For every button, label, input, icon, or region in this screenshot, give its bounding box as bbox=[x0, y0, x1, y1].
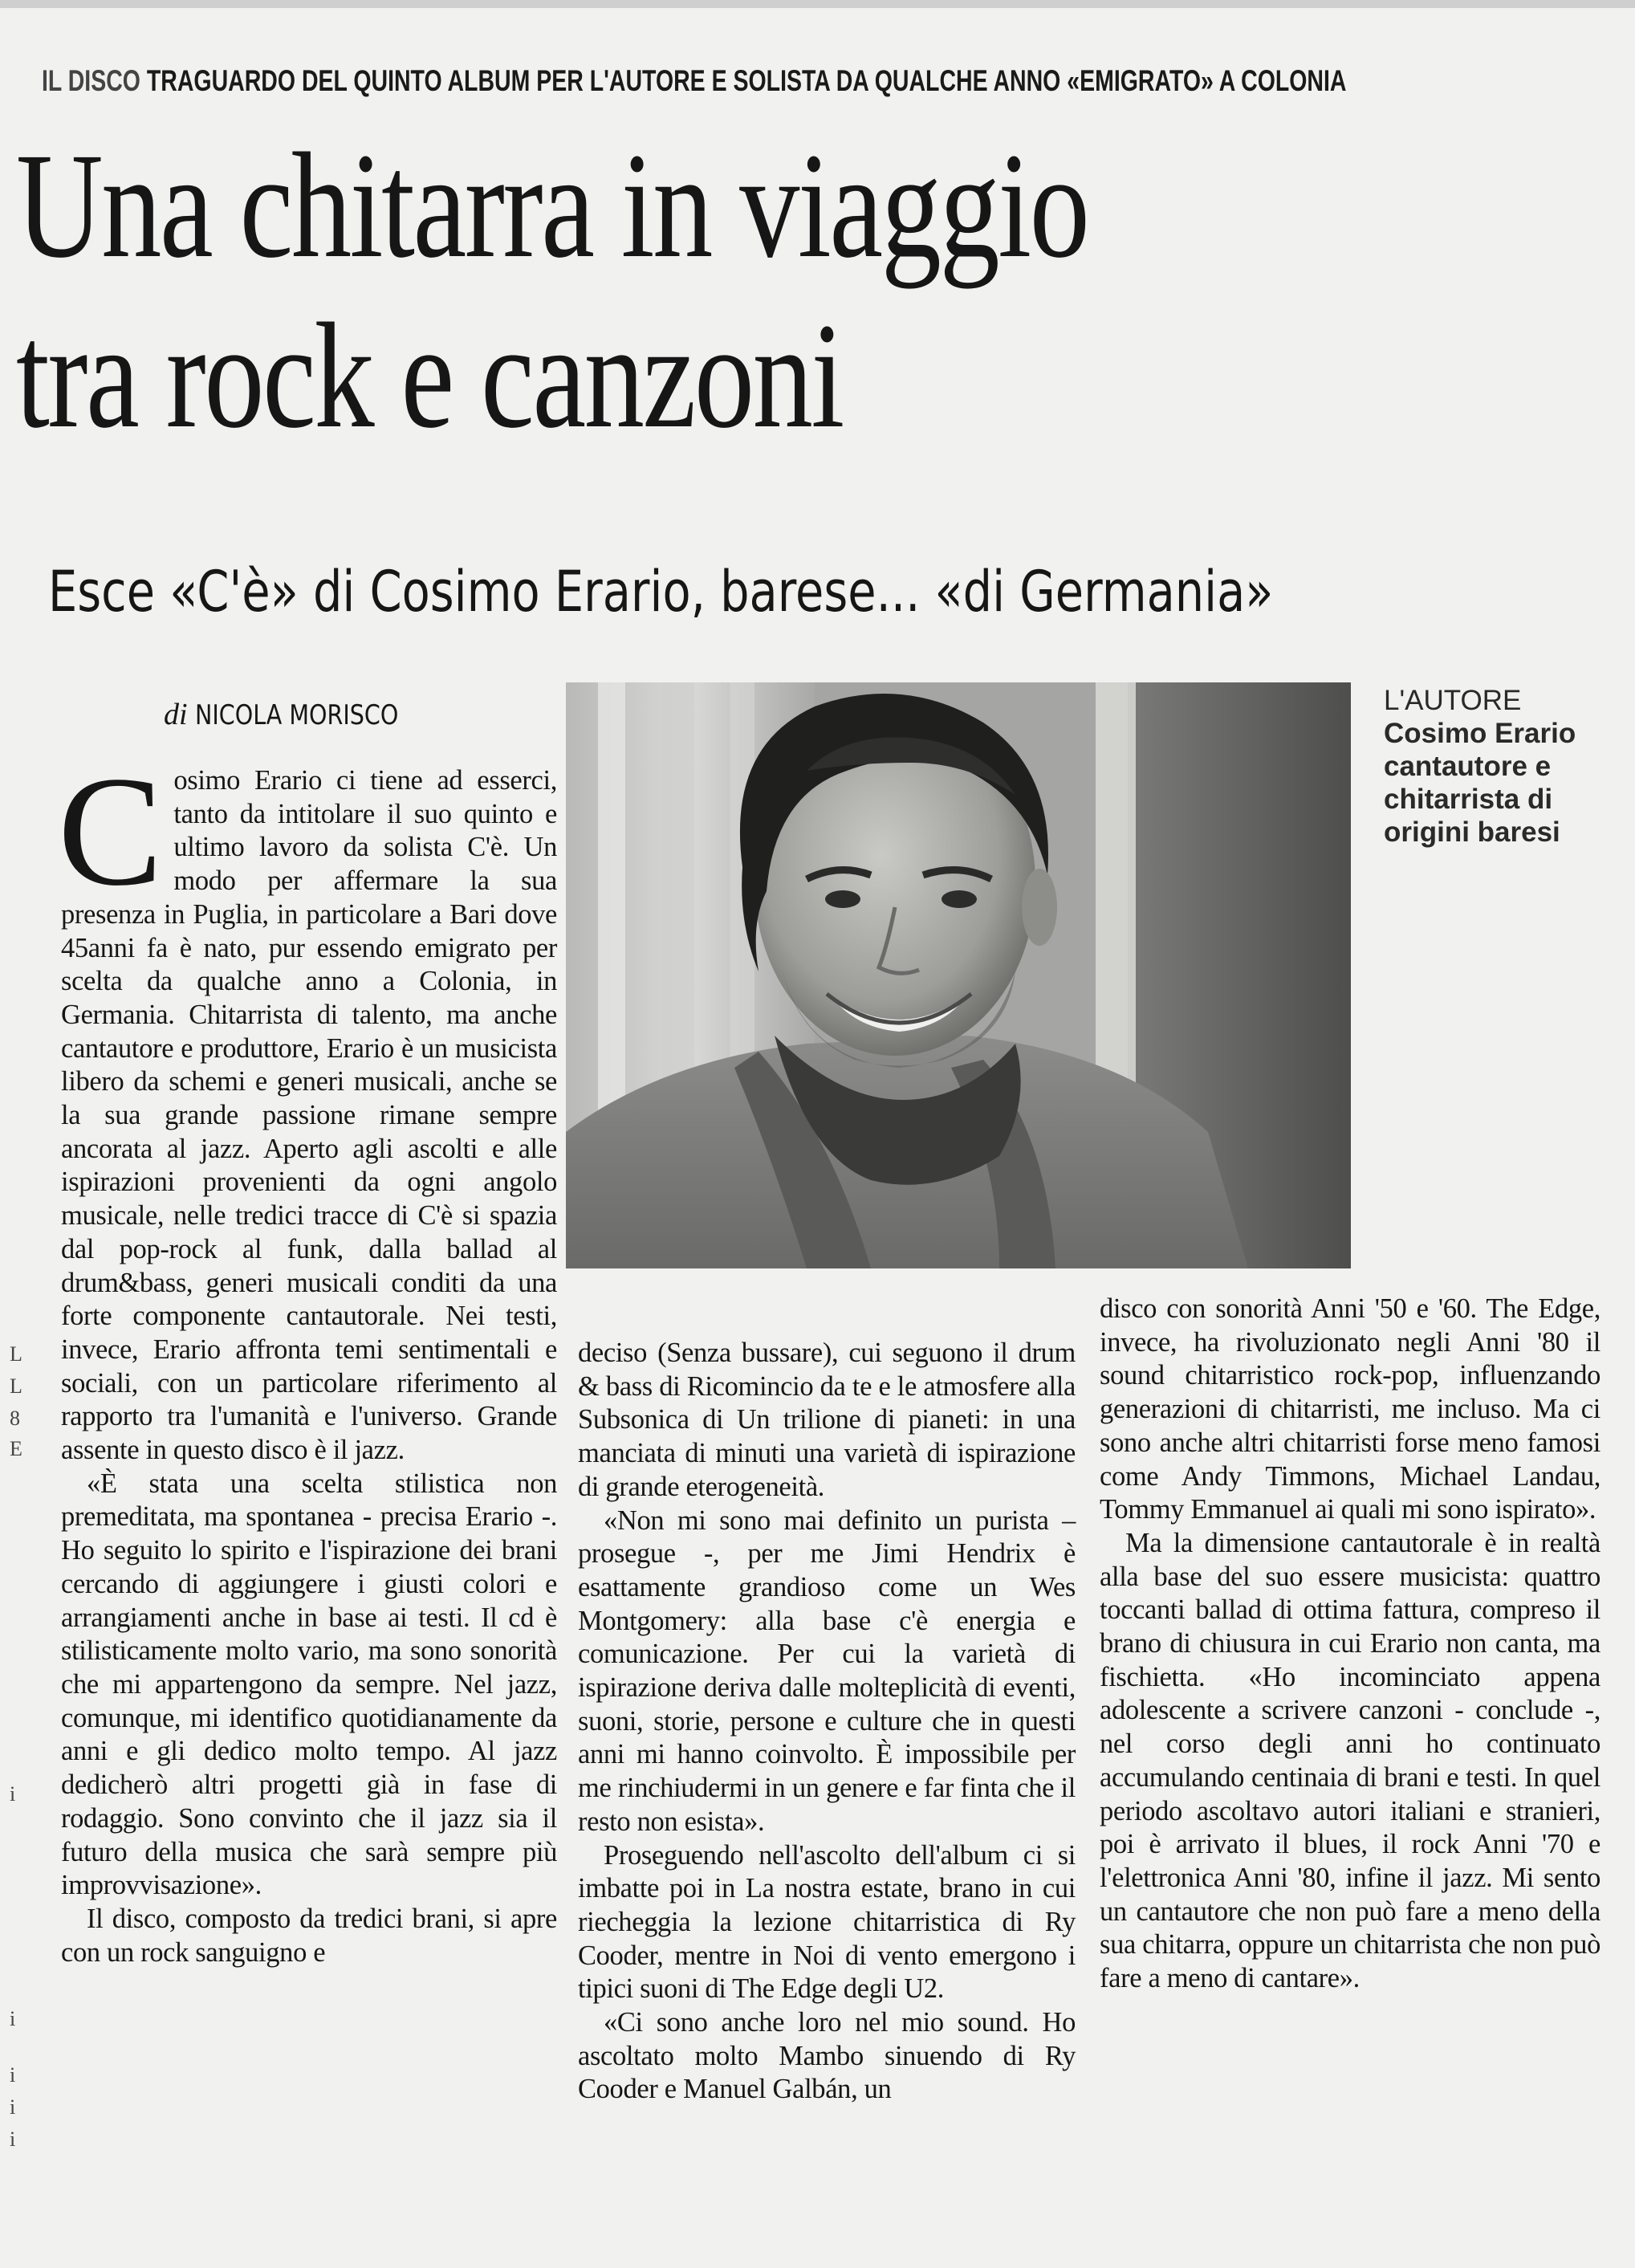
subheadline: Esce «C'è» di Cosimo Erario, barese... «di Germania» bbox=[48, 559, 1274, 625]
headline-line-2: tra rock e canzoni bbox=[16, 291, 843, 459]
column-3 bbox=[1100, 1293, 1600, 1996]
margin-fragment: i bbox=[10, 1782, 16, 1806]
photo-caption bbox=[1384, 684, 1617, 849]
drop-cap: C bbox=[58, 744, 163, 918]
paragraph: Ma la dimensione cantautorale è in realtà alla base del suo essere musicista: quattro toccanti ballad di ottima fattura, compreso il brano di chiusura in cui Erario non canta, ma fischietta. «Ho incominciato appena adolescente a scrivere canzoni - conclude -, nel corso degli anni ho continuato accumulando centinaia di brani e testi. In quel periodo ascoltavo autori italiani e stranieri, poi è arrivato il blues, il rock Anni '70 e l'elettronica Anni '80, infine il jazz. Mi sento un cantautore che non può fare a meno della sua chitarra, oppure un chitarrista che non può fare a meno di cantare». bbox=[1100, 1527, 1600, 1994]
paragraph: deciso (Senza bussare), cui seguono il drum & bass di Ricomincio da te e le atmosfere alla Subsonica di Un trilione di pianeti: in una manciata di minuti una varietà di ispirazione di grande eterogeneità. bbox=[578, 1338, 1076, 1502]
paragraph: Proseguendo nell'ascolto dell'album ci si imbatte poi in La nostra estate, brano in cui riecheggia la lezione chitarristica di Ry Cooder, mentre in Noi di vento emergono i tipici suoni di The Edge degli U2. bbox=[578, 1839, 1076, 2005]
margin-fragment: i bbox=[10, 2007, 16, 2030]
margin-fragment: E bbox=[10, 1437, 22, 1460]
caption-heading: L'AUTORE bbox=[1384, 685, 1522, 716]
byline-author: NICOLA MORISCO bbox=[195, 699, 399, 731]
margin-fragment: L bbox=[10, 1374, 22, 1398]
paragraph: «È stata una scelta stilistica non premeditata, ma spontanea - precisa Erario -. Ho seguito lo spirito e l'ispirazione dei brani cercando di aggiungere i giusti colori e arrangiamenti anche in base ai testi. Il cd è stilisticamente molto vario, ma sono sonorità che mi appartengono da sempre. Nel jazz, comunque, mi identifico quotidianamente da anni e gli dedico molto tempo. Al jazz dedicherò altri progetti già in fase di rodaggio. Sono convinto che il jazz sia il futuro della musica che sarà sempre più improvvisazione». bbox=[61, 1468, 557, 1901]
margin-fragment: L bbox=[10, 1342, 22, 1366]
caption-text: Cosimo Erario cantautore e chitarrista di origini baresi bbox=[1384, 718, 1576, 848]
margin-fragment: i bbox=[10, 2095, 16, 2119]
column-2 bbox=[578, 1337, 1076, 2107]
margin-fragment: i bbox=[10, 2128, 16, 2151]
top-cut-edge bbox=[0, 0, 1635, 8]
paragraph: «Ci sono anche loro nel mio sound. Ho ascoltato molto Mambo sinuendo di Ry Cooder e Manuel Galbán, un bbox=[578, 2007, 1076, 2105]
margin-fragment: 8 bbox=[10, 1407, 20, 1430]
paragraph: disco con sonorità Anni '50 e '60. The Edge, invece, ha rivoluzionato negli Anni '80 il sound chitarristico rock-pop, influenzando generazioni di chitarristi, me incluso. Ma ci sono anche altri chitarristi forse meno famosi come Andy Timmons, Michael Landau, Tommy Emmanuel ai quali mi sono ispirato». bbox=[1100, 1293, 1600, 1525]
headline-line-1: Una chitarra in viaggio bbox=[16, 121, 1088, 289]
paragraph: osimo Erario ci tiene ad esserci, tanto da intitolare il suo quinto e ultimo lavoro da solista C'è. Un modo per affermare la sua presenza in Puglia, in particolare a Bari dove 45anni fa è nato, pur essendo emigrato per scelta da qualche anno a Colonia, in Germania. Chitarrista di talento, ma anche cantautore e produttore, Erario è un musicista libero da schemi e generi musicali, anche se la sua grande passione rimane sempre ancorata al jazz. Aperto agli ascolti e alle ispirazioni provenienti da ogni angolo musicale, nelle tredici tracce di C'è si spazia dal pop-rock al funk, dalla ballad al drum&bass, generi musicali conditi da una forte componente cantautorale. Nei testi, invece, Erario affronta temi sentimentali e sociali, con un particolare riferimento al rapporto tra l'umanità e l'universo. Grande assente in questo disco è il jazz. bbox=[61, 765, 557, 1466]
byline-prefix: di bbox=[164, 698, 188, 731]
paragraph: Il disco, composto da tredici brani, si apre con un rock sanguigno e bbox=[61, 1903, 557, 1968]
kicker bbox=[42, 64, 1347, 98]
headline bbox=[16, 120, 1088, 461]
byline bbox=[164, 697, 437, 732]
kicker-label: IL DISCO bbox=[42, 64, 140, 97]
column-1 bbox=[58, 744, 557, 1969]
left-margin-fragments bbox=[0, 1132, 31, 2216]
paragraph: «Non mi sono mai definito un purista – prosegue -, per me Jimi Hendrix è esattamente grandioso come un Wes Montgomery: alla base c'è energia e comunicazione. Per cui la varietà di ispirazione deriva dalle molteplicità di eventi, suoni, storie, persone e culture che in questi anni mi hanno coinvolto. È impossibile per me rinchiudermi in un genere e far finta che il resto non esista». bbox=[578, 1505, 1076, 1837]
kicker-text: TRAGUARDO DEL QUINTO ALBUM PER L'AUTORE E SOLISTA DA QUALCHE ANNO «EMIGRATO» A COLONIA bbox=[146, 64, 1347, 97]
author-photo bbox=[566, 682, 1351, 1268]
margin-fragment: i bbox=[10, 2063, 16, 2087]
